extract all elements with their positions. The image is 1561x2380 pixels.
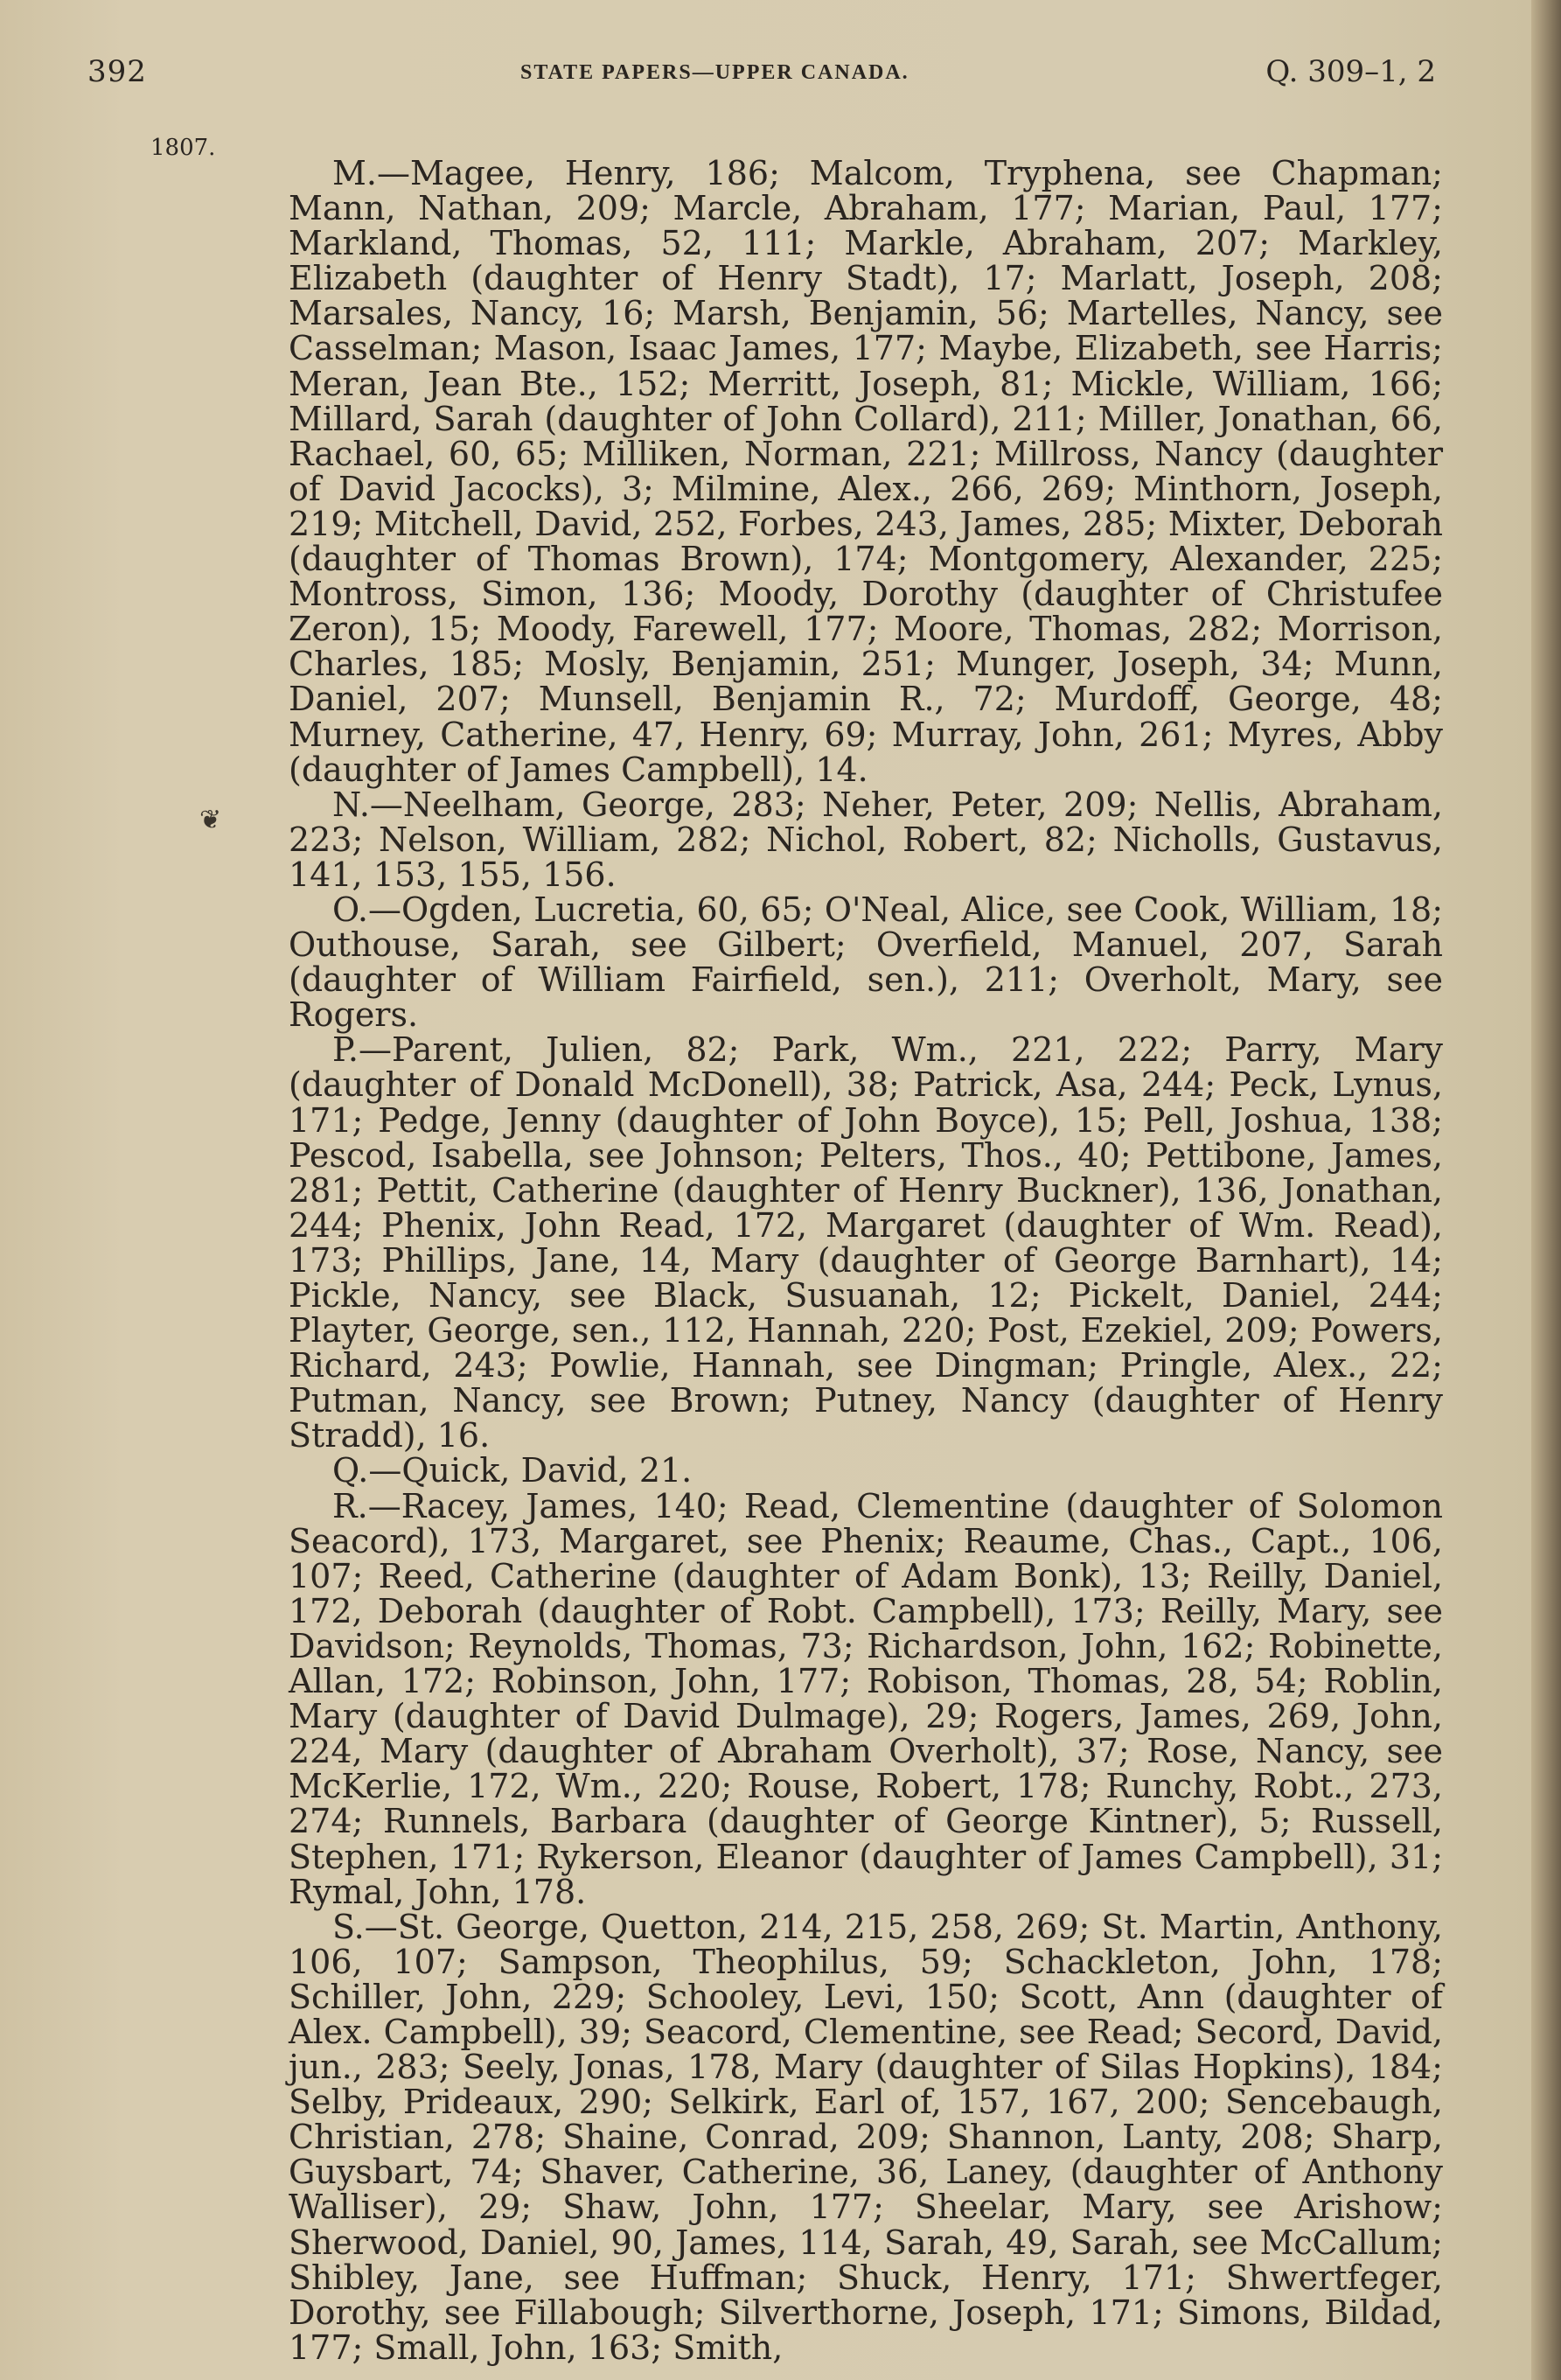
index-entry-q: Q.—Quick, David, 21. [332,1451,693,1490]
index-entry-m: M.—Magee, Henry, 186; Malcom, Tryphena, see Chapman; Mann, Nathan, 209; Marcle, Abraham, 177; Marian, Paul, 177; Markland, Thomas, 52, 111; Markle, Abraham, 207; Markley, Elizabeth (daughter of Henry Stadt), 17; Marlatt, Joseph, 208; Marsales, Nancy, 16; Marsh, Benjamin, 56; Martelles, Nancy, see Casselman; Mason, Isaac James, 177; Maybe, Elizabeth, see Harris; Meran, Jean Bte., 152; Merritt, Joseph, 81; Mickle, William, 166; Millard, Sarah (daughter of John Collard), 211; Miller, Jonathan, 66, Rachael, 60, 65; Milliken, Norman, 221; Millross, Nancy (daughter of David Jacocks), 3; Milmine, Alex., 266, 269; Minthorn, Joseph, 219; Mitchell, David, 252, Forbes, 243, James, 285; Mixter, Deborah (daughter of Thomas Brown), 174; Montgomery, Alexander, 225; Montross, Simon, 136; Moody, Dorothy (daughter of Christufee Zeron), 15; Moody, Farewell, 177; Moore, Thomas, 282; Morrison, Charles, 185; Mosly, Benjamin, 251; Munger, Joseph, 34; Munn, Daniel, 207; Munsell, Benjamin R., 72; Murdoff, George, 48; Murney, Catherine, 47, Henry, 69; Murray, John, 261; Myres, Abby (daughter of James Campbell), 14. [289,154,1443,789]
index-entry-p: P.—Parent, Julien, 82; Park, Wm., 221, 222; Parry, Mary (daughter of Donald McDonell), 38; Patrick, Asa, 244; Peck, Lynus, 171; Pedge, Jenny (daughter of John Boyce), 15; Pell, Joshua, 138; Pescod, Isabella, see Johnson; Pelters, Thos., 40; Pettibone, James, 281; Pettit, Catherine (daughter of Henry Buckner), 136, Jonathan, 244; Phenix, John Read, 172, Margaret (daughter of Wm. Read), 173; Phillips, Jane, 14, Mary (daughter of George Barnhart), 14; Pickle, Nancy, see Black, Susuanah, 12; Pickelt, Daniel, 244; Playter, George, sen., 112, Hannah, 220; Post, Ezekiel, 209; Powers, Richard, 243; Powlie, Hannah, see Dingman; Pringle, Alex., 22; Putman, Nancy, see Brown; Putney, Nancy (daughter of Henry Stradd), 16. [289,1030,1443,1455]
index-entry-n: N.—Neelham, George, 283; Neher, Peter, 209; Nellis, Abraham, 223; Nelson, William, 282; Nichol, Robert, 82; Nicholls, Gustavus, 141, 153, 155, 156. [289,785,1443,894]
page-number: 392 [87,54,147,89]
book-gutter-shadow [1531,0,1561,2380]
index-entry-o: O.—Ogden, Lucretia, 60, 65; O'Neal, Alice, see Cook, William, 18; Outhouse, Sarah, see Gilbert; Overfield, Manuel, 207, Sarah (daughter of William Fairfield, sen.), 211; Overholt, Mary, see Rogers. [289,890,1443,1035]
running-title: STATE PAPERS—UPPER CANADA. [520,61,909,84]
year-marginal-note: 1807. [150,135,216,161]
page-header [87,54,1452,98]
index-body [289,156,1443,2365]
index-entry-r: R.—Racey, James, 140; Read, Clementine (daughter of Solomon Seacord), 173, Margaret, see Phenix; Reaume, Chas., Capt., 106, 107; Reed, Catherine (daughter of Adam Bonk), 13; Reilly, Daniel, 172, Deborah (daughter of Robt. Campbell), 173; Reilly, Mary, see Davidson; Reynolds, Thomas, 73; Richardson, John, 162; Robinette, Allan, 172; Robinson, John, 177; Robison, Thomas, 28, 54; Roblin, Mary (daughter of David Dulmage), 29; Rogers, James, 269, John, 224, Mary (daughter of Abraham Overholt), 37; Rose, Nancy, see McKerlie, 172, Wm., 220; Rouse, Robert, 178; Runchy, Robt., 273, 274; Runnels, Barbara (daughter of George Kintner), 5; Russell, Stephen, 171; Rykerson, Eleanor (daughter of James Campbell), 31; Rymal, John, 178. [289,1486,1443,1911]
series-reference: Q. 309–1, 2 [1265,54,1436,89]
index-entry-s: S.—St. George, Quetton, 214, 215, 258, 269; St. Martin, Anthony, 106, 107; Sampson, Theophilus, 59; Schackleton, John, 178; Schiller, John, 229; Schooley, Levi, 150; Scott, Ann (daughter of Alex. Campbell), 39; Seacord, Clementine, see Read; Secord, David, jun., 283; Seely, Jonas, 178, Mary (daughter of Silas Hopkins), 184; Selby, Prideaux, 290; Selkirk, Earl of, 157, 167, 200; Sencebaugh, Christian, 278; Shaine, Conrad, 209; Shannon, Lanty, 208; Sharp, Guysbart, 74; Shaver, Catherine, 36, Laney, (daughter of Anthony Walliser), 29; Shaw, John, 177; Sheelar, Mary, see Arishow; Sherwood, Daniel, 90, James, 114, Sarah, 49, Sarah, see McCallum; Shibley, Jane, see Huffman; Shuck, Henry, 171; Shwertfeger, Dorothy, see Fillabough; Silverthorne, Joseph, 171; Simons, Bildad, 177; Small, John, 163; Smith, [289,1907,1443,2367]
margin-ink-mark-icon: ❦ [199,805,222,835]
